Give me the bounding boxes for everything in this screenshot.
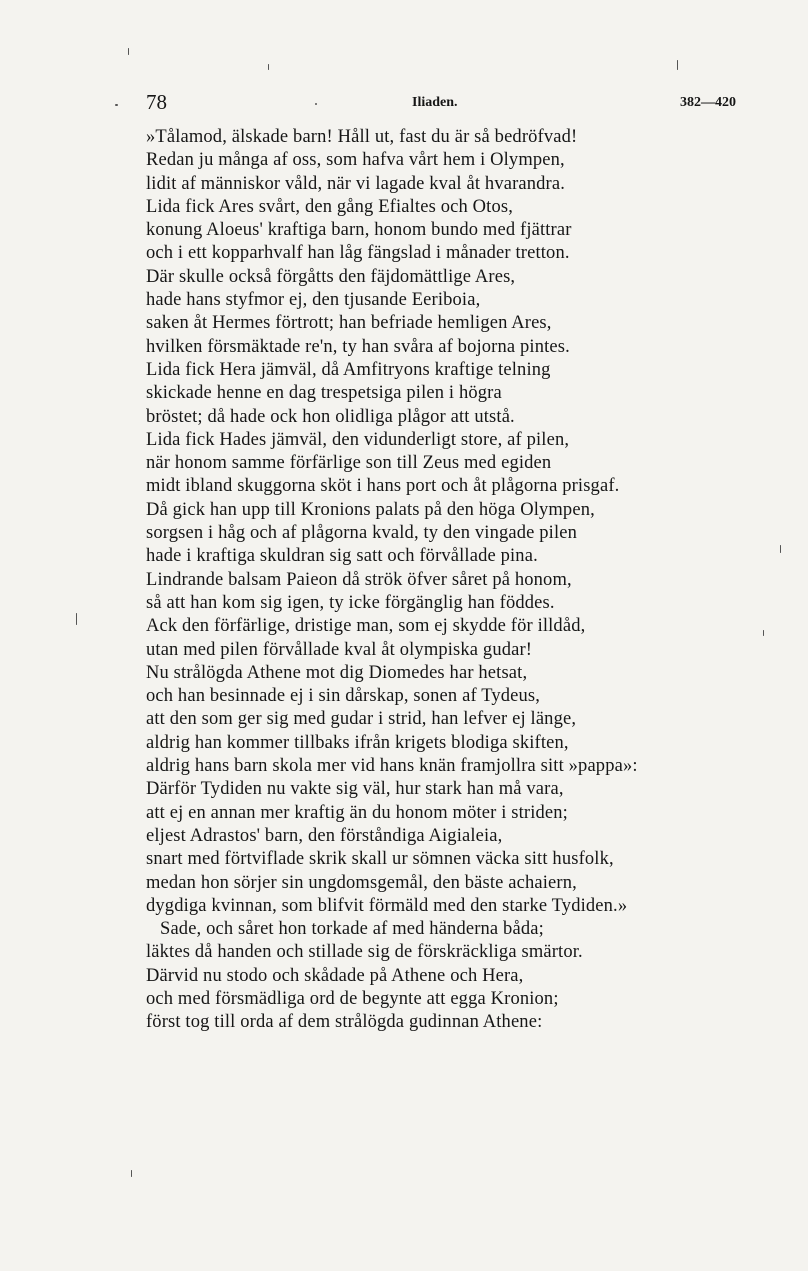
line-range: 382—420: [680, 95, 736, 110]
verse-line: Därvid nu stodo och skådade på Athene och Hera,: [146, 965, 524, 986]
verse-line: Lida fick Hera jämväl, då Amfitryons kraftige telning: [146, 359, 551, 380]
scan-speck: [315, 103, 317, 105]
verse-line: när honom samme förfärlige son till Zeus med egiden: [146, 453, 552, 474]
page-header: [146, 90, 736, 120]
verse-line: konung Aloeus' kraftiga barn, honom bundo med fjättrar: [146, 220, 572, 241]
verse-line: Nu strålögda Athene mot dig Diomedes har hetsat,: [146, 662, 528, 683]
verse-line: så att han kom sig igen, ty icke förgänglig han föddes.: [146, 592, 555, 613]
verse-line: Ack den förfärlige, dristige man, som ej skydde för illdåd,: [146, 616, 586, 637]
page-number: 78: [146, 90, 167, 114]
scan-speck: [128, 48, 129, 55]
verse-line: Lida fick Hades jämväl, den vidunderligt store, af pilen,: [146, 429, 570, 450]
verse-line: skickade henne en dag trespetsiga pilen i högra: [146, 383, 502, 404]
verse-line: hvilken försmäktade re'n, ty han svåra af bojorna pintes.: [146, 336, 570, 357]
verse-line: Då gick han upp till Kronions palats på den höga Olympen,: [146, 499, 595, 520]
verse-line: bröstet; då hade ock hon olidliga plågor att utstå.: [146, 406, 515, 427]
scan-speck: [76, 613, 77, 625]
verse-line: och han besinnade ej i sin dårskap, sonen af Tydeus,: [146, 686, 541, 707]
verse-line: att ej en annan mer kraftig än du honom möter i striden;: [146, 802, 568, 823]
verse-line: läktes då handen och stillade sig de förskräckliga smärtor.: [146, 942, 583, 963]
verse-line: hade hans styfmor ej, den tjusande Eeriboia,: [146, 290, 481, 311]
verse-line: och i ett kopparhvalf han låg fängslad i månader tretton.: [146, 243, 570, 264]
verse-line: »Tålamod, älskade barn! Håll ut, fast du är så bedröfvad!: [146, 127, 578, 147]
scan-speck: [115, 104, 118, 106]
verse-line: eljest Adrastos' barn, den förståndiga Aigialeia,: [146, 825, 503, 846]
verse-line: Därför Tydiden nu vakte sig väl, hur stark han må vara,: [146, 779, 564, 800]
verse-line: lidit af människor våld, när vi lagade kval åt hvarandra.: [146, 173, 566, 194]
verse-line: Redan ju många af oss, som hafva vårt hem i Olympen,: [146, 150, 565, 171]
verse-line: saken åt Hermes förtrott; han befriade hemligen Ares,: [146, 313, 552, 334]
verse-line: utan med pilen förvållade kval åt olympiska gudar!: [146, 639, 533, 660]
verse-line: aldrig han kommer tillbaks ifrån krigets blodiga skiften,: [146, 732, 569, 753]
scan-speck: [763, 630, 764, 636]
verse-line: aldrig hans barn skola mer vid hans knän framjollra sitt »pappa»:: [146, 756, 638, 777]
verse-line: och med försmädliga ord de begynte att egga Kronion;: [146, 988, 559, 1009]
scan-speck: [780, 545, 781, 553]
verse-line: att den som ger sig med gudar i strid, han lefver ej länge,: [146, 709, 577, 730]
verse-line: först tog till orda af dem strålögda gudinnan Athene:: [146, 1012, 543, 1033]
verse-line: Lida fick Ares svårt, den gång Efialtes och Otos,: [146, 196, 513, 217]
scan-speck: [677, 60, 678, 70]
verse-line: Sade, och såret hon torkade af med händerna båda;: [160, 919, 544, 940]
running-title: Iliaden.: [412, 95, 458, 110]
verse-line: dygdiga kvinnan, som blifvit förmäld med den starke Tydiden.»: [146, 895, 628, 916]
verse-line: hade i kraftiga skuldran sig satt och förvållade pina.: [146, 546, 538, 567]
verse-line: midt ibland skuggorna sköt i hans port och åt plågorna prisgaf.: [146, 476, 620, 497]
verse-line: medan hon sörjer sin ungdomsgemål, den bäste achaiern,: [146, 872, 577, 893]
verse-line: snart med förtviflade skrik skall ur sömnen väcka sitt husfolk,: [146, 849, 614, 870]
scan-speck: [268, 64, 269, 70]
scan-speck: [131, 1170, 132, 1177]
poem-text: [146, 126, 746, 1035]
verse-line: sorgsen i håg och af plågorna kvald, ty den vingade pilen: [146, 523, 578, 544]
verse-line: Där skulle också förgåtts den fäjdomättlige Ares,: [146, 266, 516, 287]
verse-line: Lindrande balsam Paieon då strök öfver såret på honom,: [146, 569, 572, 590]
